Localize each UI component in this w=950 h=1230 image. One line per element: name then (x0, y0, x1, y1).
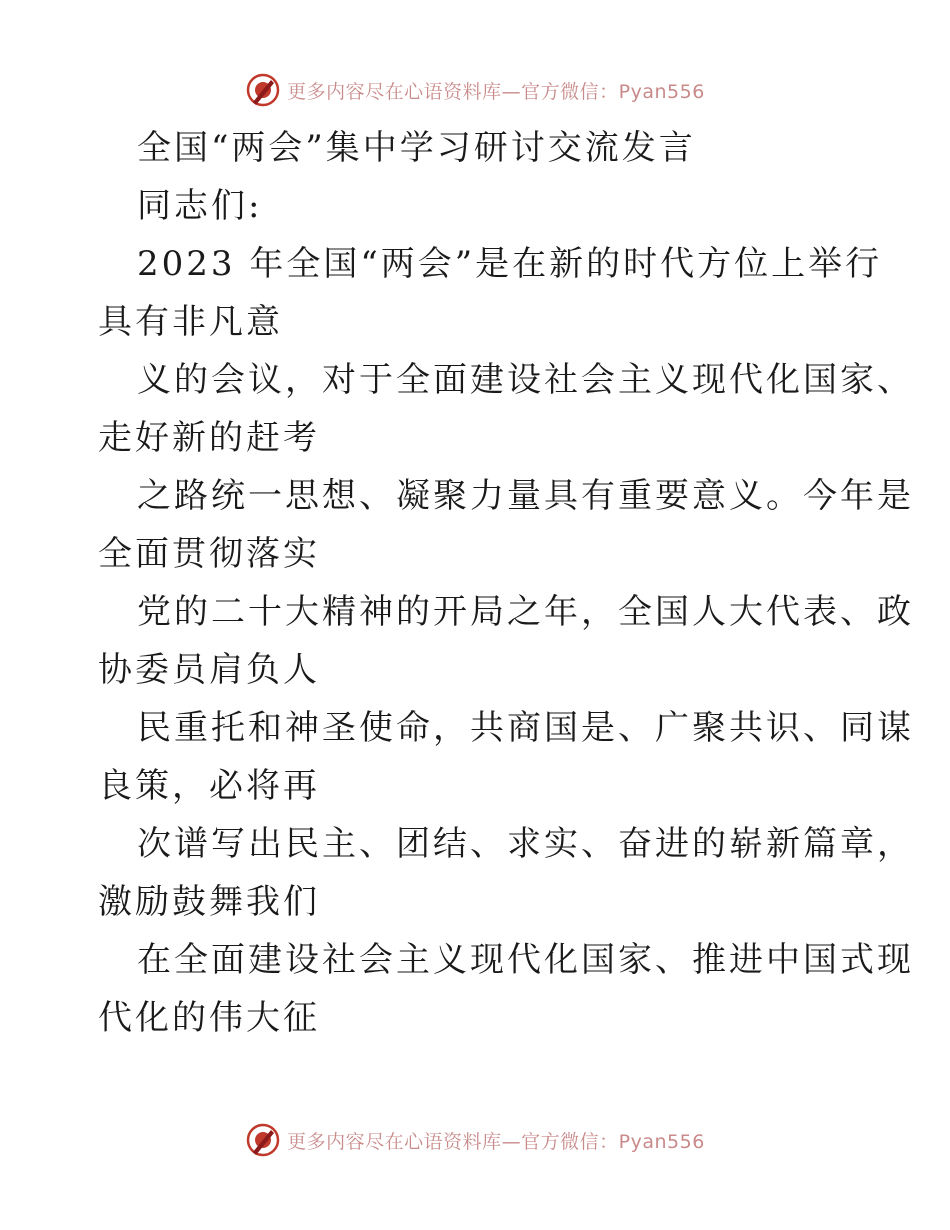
salutation: 同志们: (137, 186, 263, 226)
paragraph-line: 之路统一思想、凝聚力量具有重要意义。今年是 (137, 476, 914, 516)
paragraph-line: 全面贯彻落实 (98, 534, 320, 574)
paragraph-line: 激励鼓舞我们 (98, 882, 320, 922)
paragraph-line: 2023 年全国“两会”是在新的时代方位上举行 (137, 244, 883, 284)
footer-watermark (0, 1120, 950, 1160)
paragraph-line: 义的会议，对于全面建设社会主义现代化国家、 (137, 360, 914, 400)
paragraph-line: 在全面建设社会主义现代化国家、推进中国式现 (137, 940, 914, 980)
paragraph-line: 具有非凡意 (98, 302, 283, 342)
pen-logo-icon (245, 72, 281, 108)
paragraph-line: 走好新的赶考 (98, 418, 320, 458)
paragraph-line: 代化的伟大征 (98, 998, 320, 1038)
paragraph-line: 次谱写出民主、团结、求实、奋进的崭新篇章， (137, 824, 914, 864)
watermark-text: 更多内容尽在心语资料库—官方微信：Pyan556 (287, 80, 705, 103)
paragraph-line: 民重托和神圣使命，共商国是、广聚共识、同谋 (137, 708, 914, 748)
pen-logo-icon (245, 1122, 281, 1158)
watermark-text: 更多内容尽在心语资料库—官方微信：Pyan556 (287, 1130, 705, 1153)
document-title: 全国“两会”集中学习研讨交流发言 (137, 128, 696, 168)
paragraph-line: 党的二十大精神的开局之年，全国人大代表、政 (137, 592, 914, 632)
paragraph-line: 良策，必将再 (98, 766, 320, 806)
paragraph-line: 协委员肩负人 (98, 650, 320, 690)
header-watermark (0, 70, 950, 110)
